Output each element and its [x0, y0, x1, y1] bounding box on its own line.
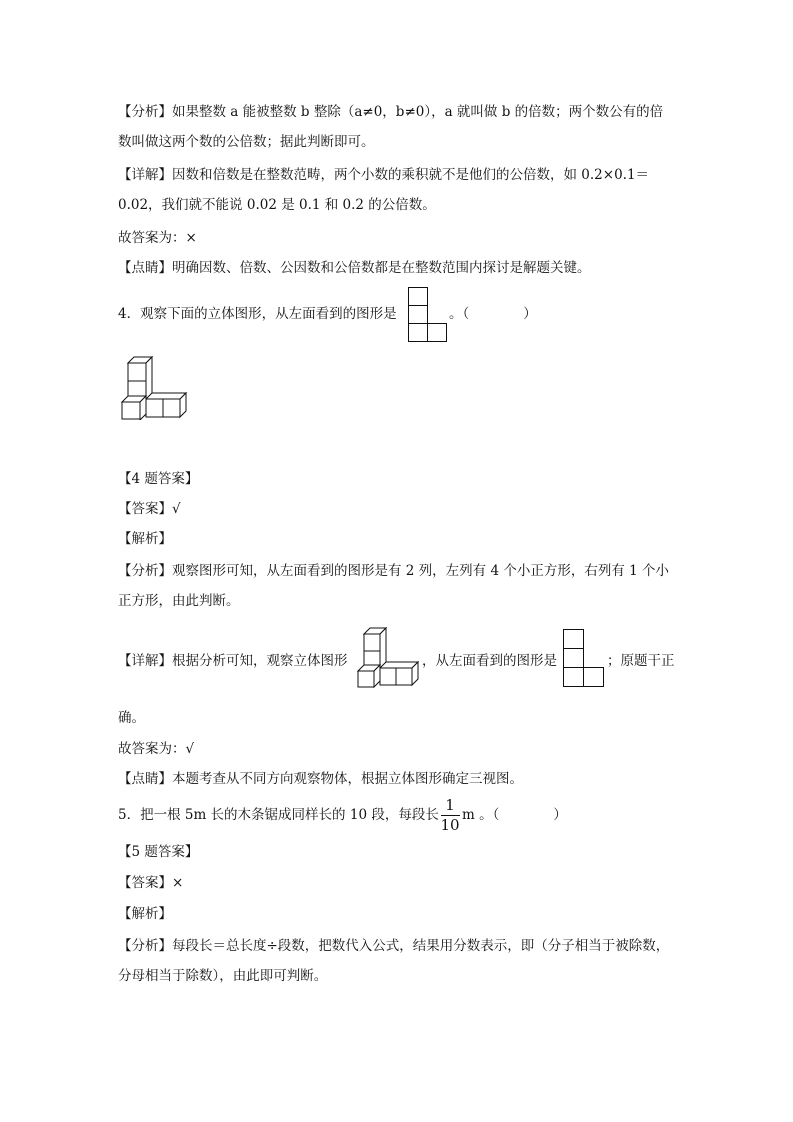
question-4-bracket: 。（ ）	[449, 306, 537, 322]
q5-analysis-2: 分母相当于除数），由此即可判断。	[118, 968, 328, 984]
detail-line-2: 0.02，我们就不能说 0.02 是 0.1 和 0.2 的公倍数。	[118, 197, 436, 213]
q5-explain-heading: 【解析】	[118, 906, 172, 922]
tip-line: 【点睛】明确因数、倍数、公因数和公倍数都是在整数范围内探讨是解题关键。	[118, 260, 591, 276]
q4-analysis-2: 正方形，由此判断。	[118, 593, 240, 609]
q4-answer-final: 故答案为：√	[118, 741, 195, 757]
analysis-line-2: 数叫做这两个数的公倍数；据此判断即可。	[118, 134, 375, 150]
solid-figure-small	[356, 626, 422, 688]
analysis-line-1: 【分析】如果整数 a 能被整数 b 整除（a≠0，b≠0），a 就叫做 b 的倍数；两个数公有的倍	[118, 104, 664, 120]
detail-line-1: 【详解】因数和倍数是在整数范畴，两个小数的乘积就不是他们的公倍数，如 0.2×0.1＝	[118, 167, 650, 183]
q4-detail-c: ；原题干正	[607, 653, 675, 669]
q4-answer-heading: 【4 题答案】	[118, 471, 199, 487]
q4-answer: 【答案】√	[118, 501, 181, 517]
question-4-prefix: 4．观察下面的立体图形，从左面看到的图形是	[118, 306, 397, 322]
left-view-figure	[408, 287, 448, 343]
q4-explain-heading: 【解析】	[118, 531, 172, 547]
fraction-numerator: 1	[445, 796, 455, 814]
q5-answer-heading: 【5 题答案】	[118, 844, 199, 860]
question-5-prefix: 5．把一根 5m 长的木条锯成同样长的 10 段，每段长	[118, 807, 439, 823]
q5-answer: 【答案】×	[118, 875, 184, 891]
fraction-denominator: 10	[440, 816, 460, 834]
q4-detail-b: ，从左面看到的图形是	[422, 653, 557, 669]
q5-analysis-1: 【分析】每段长＝总长度÷段数，把数代入公式，结果用分数表示，即（分子相当于被除数，	[118, 938, 670, 954]
q4-tip: 【点睛】本题考查从不同方向观察物体，根据立体图形确定三视图。	[118, 771, 523, 787]
question-5-suffix: m 。（ ）	[462, 807, 567, 823]
q4-detail-a: 【详解】根据分析可知，观察立体图形	[118, 653, 348, 669]
left-view-figure-small	[563, 629, 605, 689]
q4-detail-end: 确。	[118, 710, 145, 726]
answer-line: 故答案为：×	[118, 230, 197, 246]
q4-analysis-1: 【分析】观察图形可知，从左面看到的图形是有 2 列，左列有 4 个小正方形，右列有 1 个小	[118, 563, 670, 579]
solid-figure	[120, 354, 190, 420]
